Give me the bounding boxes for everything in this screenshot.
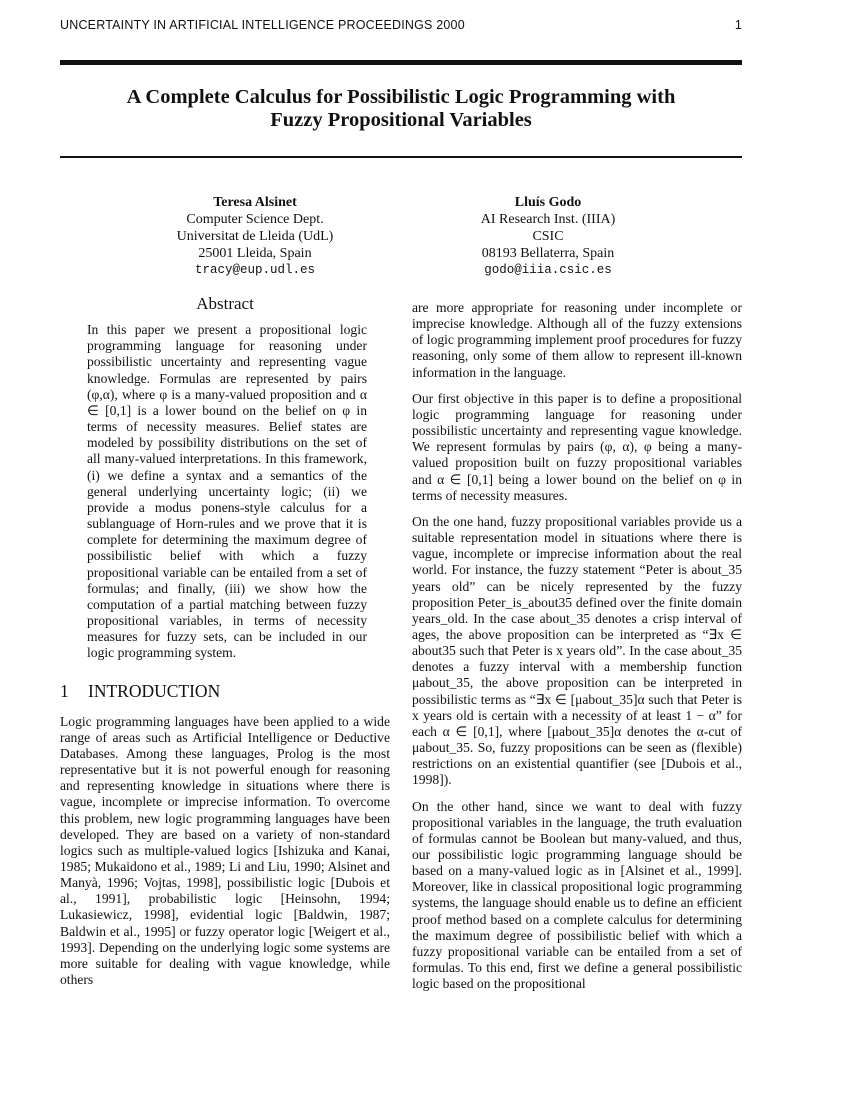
page-number: 1: [734, 18, 742, 32]
left-column: [60, 296, 390, 998]
title-rule: [60, 156, 742, 158]
author-block-2: [418, 194, 678, 279]
top-rule: [60, 60, 742, 65]
author-email: godo@iiia.csic.es: [484, 263, 612, 277]
intro-paragraph-4: On the one hand, fuzzy propositional variables provide us a suitable representation model in situations where there is vague, incomplete or imprecise information about the real world. For instance, the fuzzy statement “Peter is about_35 years old” can be nicely represented by the fuzzy proposition Peter_is_about35 defined over the finite domain years_old. In the case about_35 denotes a crisp interval of ages, the above proposition can be interpreted as “∃x ∈ about35 such that Peter is x years old”. In the case about_35 denotes a fuzzy interval with a membership function μabout_35, the above proposition can be interpreted in possibilistic terms as “∃x ∈ [μabout_35]α such that Peter is x years old is certain with a necessity of at least 1 − α” for each α ∈ [0,1], where [μabout_35]α denotes the α-cut of μabout_35. So, fuzzy propositions can be seen as (flexible) restrictions on an existential quantifier (see [Dubois et al., 1998]).: [412, 513, 742, 788]
intro-paragraph-2: are more appropriate for reasoning under incomplete or imprecise knowledge. Although all of the fuzzy extensions of logic programming implement proof procedures for fuzzy reasoning, only some of them allow to represent ill-known information in the language.: [412, 300, 742, 380]
title-line-2: Fuzzy Propositional Variables: [270, 109, 532, 131]
section-heading: [60, 681, 390, 702]
author-email: tracy@eup.udl.es: [194, 263, 316, 277]
intro-paragraph-1: Logic programming languages have been applied to a wide range of areas such as Artificial Intelligence or Deductive Databases. Among these languages, Prolog is the most representative but it is not powerful enough for reasoning and representing knowledge in situations where there is vague, incomplete or imprecise information. To overcome this problem, new logic programming languages have been developed. They are based on a variety of non-standard logics such as multiple-valued logics [Ishizuka and Kanai, 1985; Mukaidono et al., 1989; Li and Liu, 1990; Alsinet and Manyà, 1996; Vojtas, 1998], possibilistic logic [Dubois et al., 1991], probabilistic logic [Heinsohn, 1994; Lukasiewicz, 1998], evidential logic [Baldwin, 1987; Baldwin et al., 1995] or fuzzy operator logic [Weigert et al., 1993]. Depending on the underlying logic some systems are more suitable for dealing with vague knowledge, while others: [60, 713, 390, 988]
author-address: 08193 Bellaterra, Spain: [481, 246, 615, 261]
author-institution: CSIC: [532, 229, 564, 244]
author-dept: Computer Science Dept.: [186, 212, 324, 227]
paper-title: [60, 86, 742, 132]
author-name: Lluís Godo: [514, 195, 582, 210]
section-number: 1: [60, 681, 69, 702]
author-institution: Universitat de Lleida (UdL): [176, 229, 334, 244]
title-line-1: A Complete Calculus for Possibilistic Logic Programming with: [126, 86, 676, 108]
section-title: INTRODUCTION: [88, 681, 221, 702]
running-header: [60, 18, 742, 32]
intro-paragraph-3: Our first objective in this paper is to define a propositional logic programming language for reasoning under possibilistic uncertainty and representing vague knowledge. We represent formulas by pairs (φ, α), φ being a many-valued proposition built on fuzzy propositional variables and α ∈ [0,1] being a lower bound on the belief on φ in terms of necessity measures.: [412, 390, 742, 503]
author-address: 25001 Lleida, Spain: [198, 246, 312, 261]
author-block-1: [125, 194, 385, 279]
author-name: Teresa Alsinet: [213, 195, 297, 210]
abstract-text: In this paper we present a propositional logic programming language for reasoning under possibilistic uncertainty and representing vague knowledge. Formulas are represented by pairs (φ,α), where φ is a many-valued proposition and α ∈ [0,1] is a lower bound on the belief on φ in terms of necessity measures. Belief states are modeled by possibility distributions on the set of all many-valued interpretations. In this framework, (i) we define a syntax and a semantics of the general underlying uncertainty logic; (ii) we provide a modus ponens-style calculus for a sublanguage of Horn-rules and we prove that it is complete for determining the maximum degree of possibilistic belief with which a fuzzy propositional variable can be entailed from a set of formulas; and finally, (iii) we show how the computation of a partial matching between fuzzy propositional variables, in terms of necessity measures for fuzzy sets, can be included in our logic programming system.: [87, 322, 367, 661]
abstract-heading: Abstract: [196, 294, 254, 313]
intro-paragraph-5: On the other hand, since we want to deal with fuzzy propositional variables in the language, the truth evaluation of formulas cannot be Boolean but many-valued, and thus, our possibilistic logic programming language should be based on a many-valued logic as in [Alsinet et al., 1999]. Moreover, like in classical propositional logic programming systems, the language should enable us to define an efficient proof method based on a complete calculus for determining the maximum degree of possibilistic belief with which a fuzzy propositional variable can be entailed from a set of formulas. To this end, first we define a general possibilistic logic based on the propositional: [412, 798, 742, 992]
running-title: UNCERTAINTY IN ARTIFICIAL INTELLIGENCE PROCEEDINGS 2000: [60, 18, 465, 32]
author-dept: AI Research Inst. (IIIA): [480, 212, 616, 227]
right-column: [412, 300, 742, 1002]
